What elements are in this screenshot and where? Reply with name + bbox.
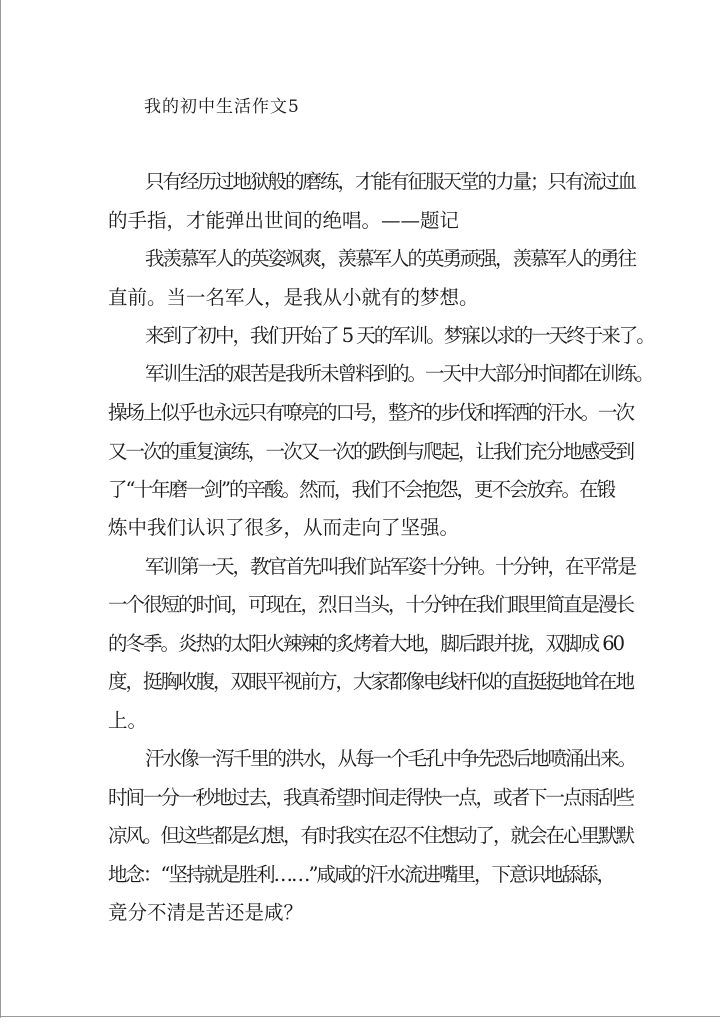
text-line: 我羡慕军人的英姿飒爽，羡慕军人的英勇顽强，羡慕军人的勇往 xyxy=(145,247,636,270)
text-line: 凉风。但这些都是幻想，有时我实在忍不住想动了，就会在心里默默 xyxy=(108,824,634,847)
text-line: 的冬季。炎热的太阳火辣辣的炙烤着大地，脚后跟并拢，双脚成 60 xyxy=(108,632,624,655)
text-line: 炼中我们认识了很多，从而走向了坚强。 xyxy=(108,516,460,539)
text-line: 直前。当一名军人，是我从小就有的梦想。 xyxy=(108,286,479,309)
text-line: 军训第一天，教官首先叫我们站军姿十分钟。十分钟，在平常是 xyxy=(145,555,636,578)
text-line: 竟分不清是苦还是咸？ xyxy=(108,901,304,924)
text-line: 一个很短的时间，可现在，烈日当头，十分钟在我们眼里简直是漫长 xyxy=(108,593,634,616)
text-line: 军训生活的艰苦是我所未曾料到的。一天中大部分时间都在训练。 xyxy=(145,362,653,385)
text-line: 的手指，才能弹出世间的绝唱。——题记 xyxy=(108,209,460,232)
text-line: 来到了初中，我们开始了 5 天的军训。梦寐以求的一天终于来了。 xyxy=(145,324,654,347)
text-line: 操场上似乎也永远只有嘹亮的口号，整齐的步伐和挥洒的汗水。一次 xyxy=(108,401,634,424)
text-line: 时间一分一秒地过去，我真希望时间走得快一点，或者下一点雨刮些 xyxy=(108,786,634,809)
text-line: 上。 xyxy=(108,709,148,732)
text-line: 地念：“坚持就是胜利……”咸咸的汗水流进嘴里，下意识地舔舔， xyxy=(108,863,614,886)
text-line: 度，挺胸收腹，双眼平视前方，大家都像电线杆似的直挺挺地耸在地 xyxy=(108,670,634,693)
text-line: 又一次的重复演练，一次又一次的跌倒与爬起，让我们充分地感受到 xyxy=(108,440,634,463)
text-line: 了“十年磨一剑”的辛酸。然而，我们不会抱怨，更不会放弃。在锻 xyxy=(108,478,614,501)
text-line: 汗水像一泻千里的洪水，从每一个毛孔中争先恐后地喷涌出来。 xyxy=(145,747,636,770)
page-title: 我的初中生活作文5 xyxy=(144,97,300,117)
page-bottom-edge xyxy=(0,1016,720,1017)
page-left-edge xyxy=(0,0,1,1018)
text-line: 只有经历过地狱般的磨练，才能有征服天堂的力量；只有流过血 xyxy=(145,170,636,193)
